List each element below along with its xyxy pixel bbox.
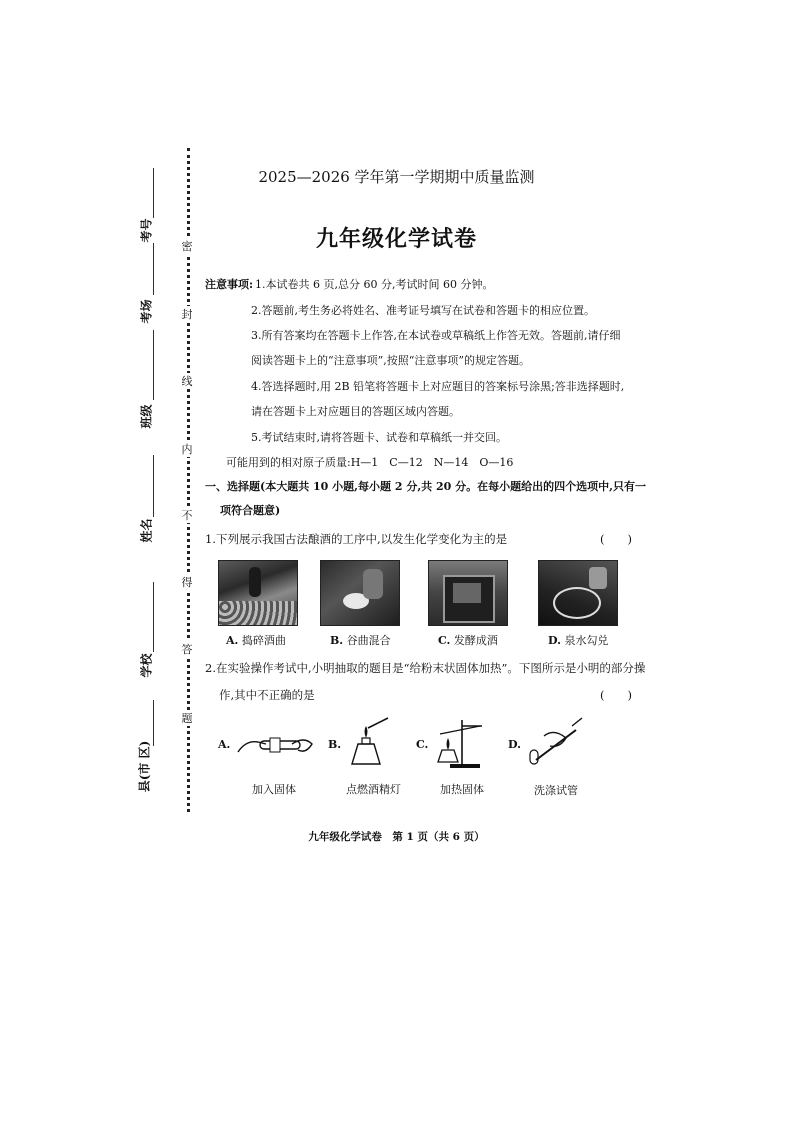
notice-item: 3.所有答案均在答题卡上作答,在本试卷或草稿纸上作答无效。答题前,请仔细: [251, 329, 621, 342]
field-line-county: [153, 700, 154, 746]
seal-char: 得: [181, 576, 193, 589]
option-label: 捣碎酒曲: [241, 634, 286, 647]
option-letter: B.: [330, 634, 344, 647]
notice-item: 1.本试卷共 6 页,总分 60 分,考试时间 60 分钟。: [255, 278, 494, 291]
option-label: 谷曲混合: [346, 634, 391, 647]
seal-char: 封: [181, 308, 193, 321]
question-2-text: 2.在实验操作考试中,小明抽取的题目是“给粉末状固体加热”。下图所示是小明的部分操: [205, 661, 646, 675]
adding-solid-illustration: [236, 722, 314, 766]
page-footer: 九年级化学试卷 第 1 页（共 6 页）: [308, 831, 485, 843]
photo-blending-water: [538, 560, 618, 626]
heating-solid-illustration: [432, 718, 490, 770]
option-c: [438, 632, 498, 648]
atomic-mass-line: 可能用到的相对原子质量:H—1 C—12 N—14 O—16: [226, 456, 514, 469]
exam-title: 2025—2026 学年第一学期期中质量监测: [258, 168, 535, 186]
option-letter: D.: [548, 634, 561, 647]
lighting-alcohol-lamp-illustration: [344, 716, 394, 768]
seal-char: 密: [181, 240, 193, 253]
notice-item: 2.答题前,考生务必将姓名、准考证号填写在试卷和答题卡的相应位置。: [251, 304, 595, 317]
option-label: 洗涤试管: [534, 784, 578, 797]
option-label: 发酵成酒: [453, 634, 498, 647]
photo-mixing-grain: [320, 560, 400, 626]
field-label-exam-number: 考号: [139, 218, 154, 243]
option-b: [330, 632, 391, 648]
field-label-name: 姓名: [139, 518, 154, 543]
option-letter: C.: [438, 634, 451, 647]
photo-fermenting: [428, 560, 508, 626]
question-1-text: 1.下列展示我国古法酿酒的工序中,以发生化学变化为主的是: [205, 532, 508, 546]
field-line-class: [153, 330, 154, 400]
option-label: 加入固体: [252, 783, 296, 796]
option-d: [548, 632, 608, 648]
subject-title: 九年级化学试卷: [315, 226, 477, 252]
field-label-class: 班级: [139, 404, 154, 429]
notice-item: 5.考试结束时,请将答题卡、试卷和草稿纸一并交回。: [251, 431, 507, 444]
section-heading: 一、选择题(本大题共 10 小题,每小题 2 分,共 20 分。在每小题给出的四个选项中,只有一: [205, 480, 646, 493]
answer-bracket: ( ): [600, 688, 632, 702]
option-letter: A.: [218, 738, 231, 751]
notice-item: 阅读答题卡上的“注意事项”,按照“注意事项”的规定答题。: [251, 354, 530, 367]
photo-crushing-yeast: [218, 560, 298, 626]
seal-char: 内: [181, 443, 193, 456]
field-label-school: 学校: [139, 653, 154, 678]
field-line-school: [153, 582, 154, 652]
seal-char: 题: [181, 712, 193, 725]
option-label: 加热固体: [440, 783, 484, 796]
option-label: 点燃酒精灯: [346, 783, 401, 796]
question-2-text-cont: 作,其中不正确的是: [219, 688, 315, 702]
field-line-name: [153, 455, 154, 517]
section-heading-cont: 项符合题意): [220, 504, 281, 517]
notice-label: 注意事项:: [205, 278, 254, 291]
seal-char: 线: [181, 375, 193, 388]
field-label-county: 县(市 区): [137, 740, 152, 793]
option-letter: D.: [508, 738, 521, 751]
answer-bracket: ( ): [600, 532, 632, 546]
option-letter: B.: [328, 738, 342, 751]
notice-item: 4.答选择题时,用 2B 铅笔将答题卡上对应题目的答案标号涂黑;答非选择题时,: [251, 380, 625, 393]
option-a: [226, 632, 286, 648]
option-letter: C.: [416, 738, 429, 751]
seal-char: 不: [181, 509, 193, 522]
option-label: 泉水勾兑: [564, 634, 609, 647]
option-letter: A.: [226, 634, 239, 647]
field-label-exam-room: 考场: [139, 299, 154, 324]
washing-test-tube-illustration: [526, 716, 588, 768]
notice-item: 请在答题卡上对应题目的答题区域内答题。: [251, 405, 460, 418]
seal-char: 答: [181, 643, 193, 656]
